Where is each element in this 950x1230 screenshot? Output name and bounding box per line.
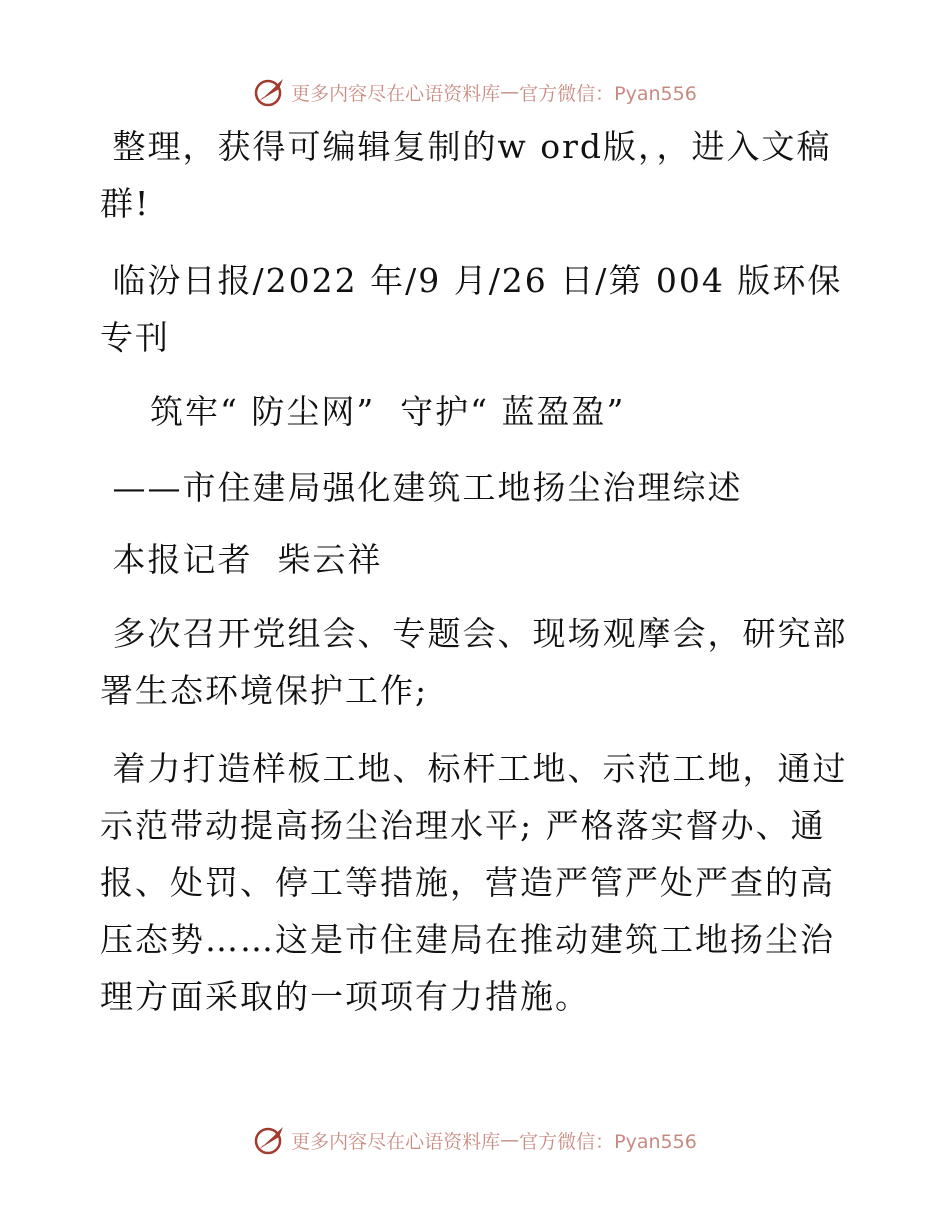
footer-banner: [0, 1120, 950, 1160]
article-title: 筑牢“ 防尘网” 守护“ 蓝盈盈”: [100, 392, 626, 431]
header-banner: [0, 72, 950, 112]
banner-text: 更多内容尽在心语资料库: [291, 82, 501, 105]
banner-dash: —: [500, 81, 520, 103]
paragraph-body-2: 着力打造样板工地、标杆工地、示范工地，通过示范带动提高扬尘治理水平; 严格落实督办、通报、处罚、停工等措施，营造严管严处严查的高压态势……这是市住建局在推动建筑工地扬尘治理方面采取的一项项有力措施。: [100, 749, 848, 1016]
quill-pen-circle-icon: [253, 75, 287, 109]
paragraph-intro: 整理，获得可编辑复制的w ord版，，进入文稿群!: [100, 127, 832, 223]
article-byline: 本报记者 柴云祥: [100, 540, 383, 579]
banner-wechat: 官方微信：Pyan556: [519, 82, 697, 105]
quill-pen-circle-icon: [253, 1123, 287, 1157]
article-subtitle: ——市住建局强化建筑工地扬尘治理综述: [100, 468, 743, 507]
paragraph-source: 临汾日报/2022 年/9 月/26 日/第 004 版环保专刊: [100, 261, 843, 357]
banner-dash: —: [500, 1129, 520, 1151]
paragraph-body-1: 多次召开党组会、专题会、现场观摩会，研究部署生态环境保护工作;: [100, 614, 848, 710]
banner-wechat: 官方微信：Pyan556: [519, 1130, 697, 1153]
banner-text: 更多内容尽在心语资料库: [291, 1130, 501, 1153]
